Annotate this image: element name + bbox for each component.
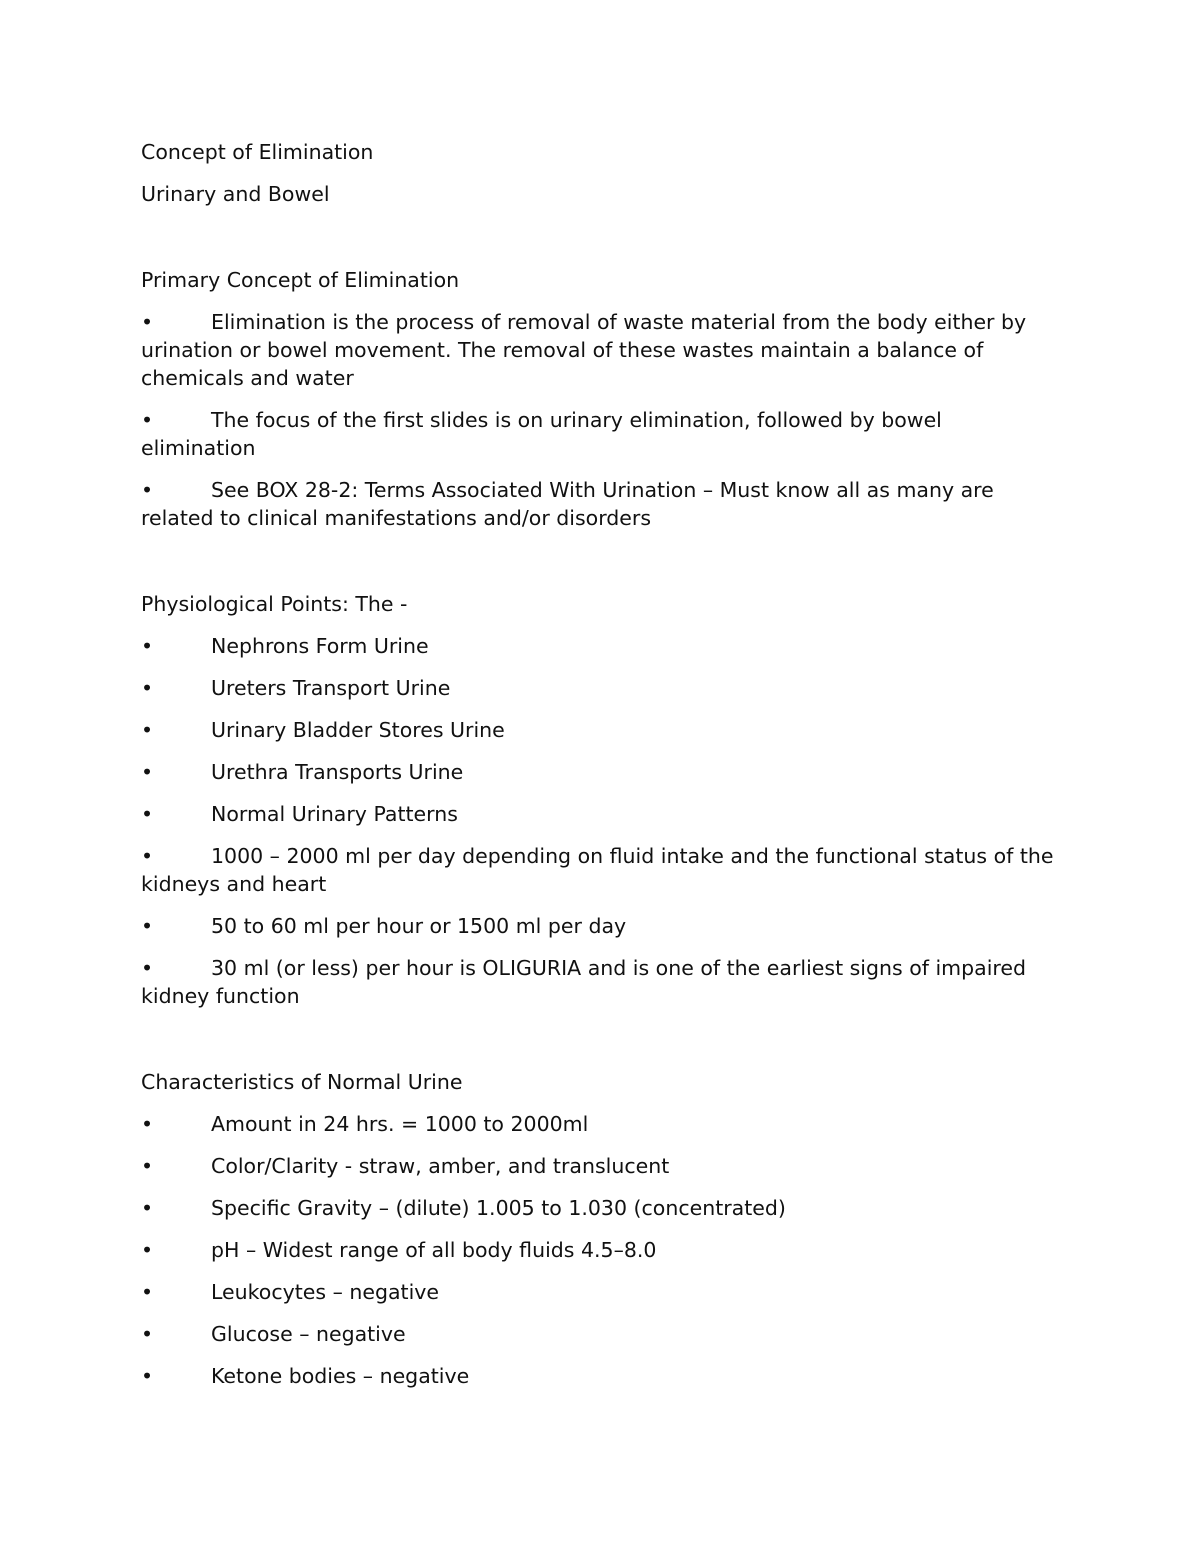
bullet-icon: • [141, 1154, 154, 1178]
bullet-icon: • [141, 676, 154, 700]
bullet-text: Ketone bodies – negative [211, 1364, 470, 1388]
bullet-text: Normal Urinary Patterns [211, 802, 458, 826]
bullet-icon: • [141, 844, 154, 868]
bullet-text: 1000 – 2000 ml per day depending on fluid intake and the functional status of the kidneys and heart [141, 844, 1061, 896]
bullet-text: Leukocytes – negative [211, 1280, 440, 1304]
bullet-text: Urethra Transports Urine [211, 760, 464, 784]
bullet-item [141, 1110, 1061, 1138]
bullet-icon: • [141, 478, 154, 502]
bullet-item [141, 476, 1061, 532]
bullet-item [141, 800, 1061, 828]
section [141, 266, 1061, 532]
bullet-text: Amount in 24 hrs. = 1000 to 2000ml [211, 1112, 589, 1136]
bullet-item [141, 674, 1061, 702]
bullet-icon: • [141, 1322, 154, 1346]
section-heading: Physiological Points: The - [141, 592, 408, 616]
bullet-text: See BOX 28-2: Terms Associated With Urination – Must know all as many are related to clinical manifestations and/or disorders [141, 478, 1001, 530]
bullet-icon: • [141, 1112, 154, 1136]
bullet-icon: • [141, 718, 154, 742]
section-heading: Primary Concept of Elimination [141, 268, 460, 292]
bullet-item [141, 1320, 1061, 1348]
bullet-icon: • [141, 914, 154, 938]
section [141, 590, 1061, 1010]
bullet-icon: • [141, 760, 154, 784]
document-title: Concept of Elimination [141, 140, 374, 164]
bullet-item [141, 406, 1061, 462]
bullet-item [141, 1152, 1061, 1180]
bullet-text: Nephrons Form Urine [211, 634, 429, 658]
bullet-icon: • [141, 1280, 154, 1304]
bullet-icon: • [141, 1196, 154, 1220]
bullet-icon: • [141, 802, 154, 826]
bullet-text: 50 to 60 ml per hour or 1500 ml per day [211, 914, 627, 938]
bullet-icon: • [141, 1238, 154, 1262]
section-heading: Characteristics of Normal Urine [141, 1070, 463, 1094]
bullet-item [141, 308, 1061, 392]
document-page [141, 138, 1061, 1390]
bullet-item [141, 632, 1061, 660]
bullet-text: Color/Clarity - straw, amber, and translucent [211, 1154, 670, 1178]
bullet-item [141, 842, 1061, 898]
document-sections [141, 266, 1061, 1390]
bullet-icon: • [141, 956, 154, 980]
document-subtitle: Urinary and Bowel [141, 182, 330, 206]
bullet-text: 30 ml (or less) per hour is OLIGURIA and is one of the earliest signs of impaired kidney function [141, 956, 1033, 1008]
bullet-item [141, 758, 1061, 786]
bullet-text: Elimination is the process of removal of waste material from the body either by urination or bowel movement. The removal of these wastes maintain a balance of chemicals and water [141, 310, 1033, 390]
section [141, 1068, 1061, 1390]
bullet-text: pH – Widest range of all body fluids 4.5–8.0 [211, 1238, 657, 1262]
bullet-item [141, 1194, 1061, 1222]
bullet-icon: • [141, 310, 154, 334]
bullet-icon: • [141, 634, 154, 658]
bullet-text: Glucose – negative [211, 1322, 406, 1346]
bullet-item [141, 716, 1061, 744]
bullet-text: The focus of the first slides is on urinary elimination, followed by bowel elimination [141, 408, 949, 460]
bullet-text: Specific Gravity – (dilute) 1.005 to 1.030 (concentrated) [211, 1196, 786, 1220]
bullet-text: Urinary Bladder Stores Urine [211, 718, 505, 742]
bullet-item [141, 1278, 1061, 1306]
bullet-item [141, 1362, 1061, 1390]
bullet-item [141, 1236, 1061, 1264]
bullet-text: Ureters Transport Urine [211, 676, 451, 700]
bullet-item [141, 954, 1061, 1010]
bullet-item [141, 912, 1061, 940]
bullet-icon: • [141, 1364, 154, 1388]
bullet-icon: • [141, 408, 154, 432]
